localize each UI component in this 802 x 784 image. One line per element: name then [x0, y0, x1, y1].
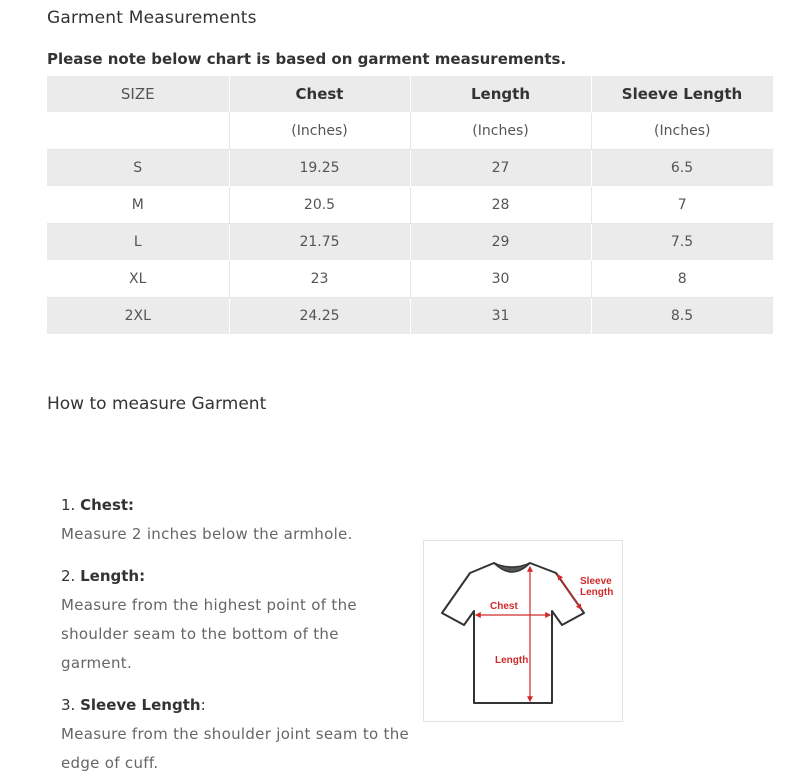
step-chest — [61, 494, 411, 549]
step-length — [61, 565, 411, 678]
cell-sleeve-length: 8 — [591, 261, 773, 298]
page-title: Garment Measurements — [47, 8, 257, 28]
step-number: 3. — [61, 696, 76, 714]
tshirt-diagram-svg — [424, 541, 622, 721]
cell-length: 29 — [410, 224, 591, 261]
header-length: Length — [410, 76, 591, 113]
table-row — [47, 261, 773, 298]
cell-size: S — [47, 150, 229, 187]
length-label: Length — [495, 655, 529, 666]
cell-chest: 21.75 — [229, 224, 410, 261]
how-to-measure-title: How to measure Garment — [47, 394, 267, 414]
cell-size: XL — [47, 261, 229, 298]
cell-size: 2XL — [47, 298, 229, 335]
step-label: Length: — [80, 567, 146, 585]
cell-chest: 19.25 — [229, 150, 410, 187]
cell-length: 30 — [410, 261, 591, 298]
step-suffix: : — [200, 696, 206, 714]
step-number: 2. — [61, 567, 76, 585]
measure-instructions — [61, 494, 411, 778]
cell-length: 28 — [410, 187, 591, 224]
chest-label: Chest — [490, 601, 518, 612]
units-length: (Inches) — [410, 113, 591, 150]
units-sleeve-length: (Inches) — [591, 113, 773, 150]
tshirt-outline-icon — [442, 563, 584, 703]
header-size: SIZE — [47, 76, 229, 113]
table-row — [47, 298, 773, 335]
units-chest: (Inches) — [229, 113, 410, 150]
table-header-row — [47, 76, 773, 113]
chart-note: Please note below chart is based on garment measurements. — [47, 50, 567, 68]
step-number: 1. — [61, 496, 76, 514]
cell-sleeve-length: 7.5 — [591, 224, 773, 261]
tshirt-measure-diagram — [423, 540, 623, 722]
size-chart-table — [47, 76, 774, 335]
step-sleeve-length — [61, 694, 411, 778]
table-row — [47, 150, 773, 187]
cell-sleeve-length: 7 — [591, 187, 773, 224]
table-row — [47, 187, 773, 224]
units-size — [47, 113, 229, 150]
cell-length: 31 — [410, 298, 591, 335]
cell-chest: 23 — [229, 261, 410, 298]
table-row — [47, 224, 773, 261]
step-label: Chest: — [80, 496, 135, 514]
header-sleeve-length: Sleeve Length — [591, 76, 773, 113]
step-label: Sleeve Length — [80, 696, 201, 714]
header-chest: Chest — [229, 76, 410, 113]
table-units-row — [47, 113, 773, 150]
cell-size: M — [47, 187, 229, 224]
cell-length: 27 — [410, 150, 591, 187]
step-text: Measure 2 inches below the armhole. — [61, 525, 353, 543]
cell-size: L — [47, 224, 229, 261]
cell-sleeve-length: 6.5 — [591, 150, 773, 187]
sleeve-label-line1: Sleeve — [580, 576, 612, 587]
sleeve-label-line2: Length — [580, 587, 614, 598]
cell-chest: 20.5 — [229, 187, 410, 224]
step-text: Measure from the shoulder joint seam to the edge of cuff. — [61, 725, 410, 772]
cell-chest: 24.25 — [229, 298, 410, 335]
step-text: Measure from the highest point of the shoulder seam to the bottom of the garment. — [61, 596, 357, 672]
cell-sleeve-length: 8.5 — [591, 298, 773, 335]
